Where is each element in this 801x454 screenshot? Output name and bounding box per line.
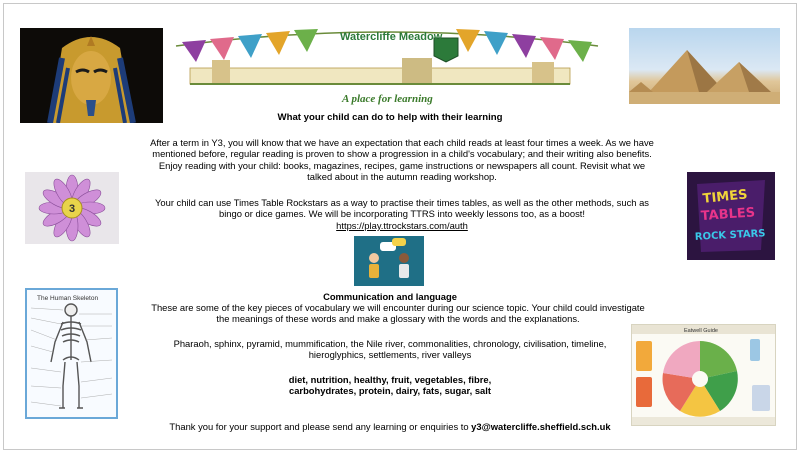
ttrs-logo-line2: TABLES: [700, 205, 756, 225]
ttrs-line: Your child can use Times Table Rockstars as a way to practise their times tables, as well as the other methods, such as: [155, 197, 649, 208]
tagline-text: A place for learning: [342, 93, 433, 105]
history-vocab: [150, 338, 630, 361]
footer-email[interactable]: y3@watercliffe.sheffield.sch.uk: [471, 421, 611, 432]
flower-center-text: 3: [69, 203, 76, 215]
page-heading: What your child can do to help with their learning: [277, 112, 503, 123]
pyramids-image: [629, 28, 780, 104]
communication-heading: Communication and language: [323, 291, 457, 302]
reading-line: After a term in Y3, you will know that we have an expectation that each child reads at least four times a week. As we have: [150, 137, 654, 148]
ttrs-link[interactable]: https://play.ttrockstars.com/auth: [336, 219, 468, 231]
science-vocab-line: diet, nutrition, healthy, fruit, vegetables, fibre,: [288, 374, 492, 385]
skeleton-image: [25, 288, 118, 419]
reading-line: Enjoy reading with your child: books, magazines, recipes, game instructions or newspapers all count. Revisit what we: [158, 159, 646, 171]
flower-image: [25, 172, 119, 244]
school-logo: [172, 18, 602, 108]
footer-text: Thank you for your support and please send any learning or enquiries to: [169, 421, 472, 432]
science-vocab: [200, 374, 580, 397]
pharaoh-mask-image: [20, 28, 163, 123]
skeleton-title-text: The Human Skeleton: [37, 295, 99, 302]
vocab-line: These are some of the key pieces of vocabulary we will encounter during our science topic. Your child could investigate: [151, 302, 645, 313]
reading-line: talked about in the autumn reading workshop.: [307, 171, 497, 183]
reading-line: mentioned before, regular reading is proven to show a progression in a child's vocabulary; and their writing also benefits.: [152, 148, 652, 160]
school-name-text: Watercliffe Meadow: [340, 31, 443, 43]
ttrs-logo-line1: TIMES: [702, 187, 749, 207]
communication-image: [354, 236, 424, 286]
vocab-paragraph: [118, 302, 678, 325]
history-vocab-line: hieroglyphics, settlements, river valleys: [308, 349, 472, 361]
eatwell-title-text: Eatwell Guide: [684, 328, 718, 334]
ttrs-paragraph: [112, 197, 692, 231]
ttrs-logo-line3: ROCK STARS: [694, 228, 766, 243]
science-vocab-line: carbohydrates, protein, dairy, fats, sugar, salt: [289, 385, 491, 397]
history-vocab-line: Pharaoh, sphinx, pyramid, mummification, the Nile river, commonalities, chronology, civilisation, timeline,: [173, 338, 607, 349]
footer-line: [120, 421, 660, 432]
ttrs-line: bingo or dice games. We will be incorporating TTRS into weekly lessons too, as a boost!: [219, 208, 585, 220]
eatwell-guide-image: [631, 324, 776, 426]
reading-paragraph: [112, 137, 692, 183]
vocab-line: the meanings of these words and make a glossary with the words and the explanations.: [216, 313, 580, 325]
ttrs-logo: [687, 172, 775, 260]
